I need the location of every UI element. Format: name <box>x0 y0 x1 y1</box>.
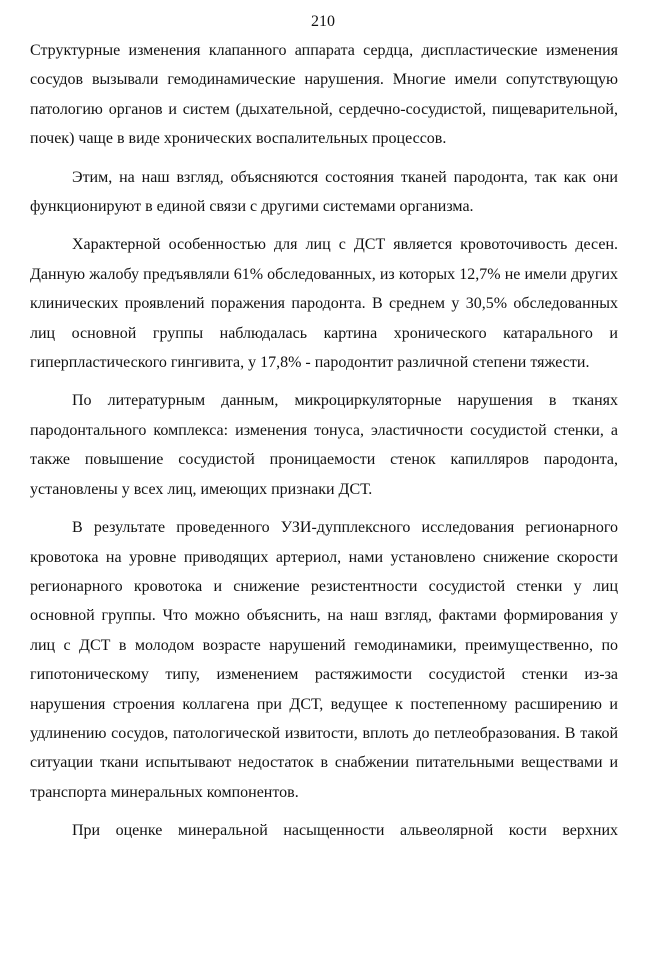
body-text <box>30 36 618 846</box>
paragraph-6: При оценке минеральной насыщенности альвеолярной кости верхних <box>72 822 618 840</box>
paragraph-1: Структурные изменения клапанного аппарата сердца, диспластические изменения сосудов вызывали гемодинамические нарушения. Многие имели сопутствующую патологию органов и систем (дыхательной, сердечно-сосудистой, пищеварительной, почек) чаще в виде хронических воспалительных процессов. <box>30 42 618 148</box>
paragraph-3: Характерной особенностью для лиц с ДСТ является кровоточивость десен. Данную жалобу предъявляли 61% обследованных, из которых 12,7% не имели других клинических проявлений поражения пародонта. В среднем у 30,5% обследованных лиц основной группы наблюдалась картина хронического катарального и гиперпластического гингивита, у 17,8% - пародонтит различной степени тяжести. <box>30 236 618 372</box>
paragraph-4: По литературным данным, микроциркуляторные нарушения в тканях пародонтального комплекса: изменения тонуса, эластичности сосудистой стенки, а также повышение сосудистой проницаемости стенок капилляров пародонта, установлены у всех лиц, имеющих признаки ДСТ. <box>30 392 618 498</box>
paragraph-5: В результате проведенного УЗИ-дупплексного исследования регионарного кровотока на уровне приводящих артериол, нами установлено снижение скорости регионарного кровотока и снижение резистентности сосудистой стенки у лиц основной группы. Что можно объяснить, на наш взгляд, фактами формирования у лиц с ДСТ в молодом возрасте нарушений гемодинамики, преимущественно, по гипотоническому типу, изменением растяжимости сосудистой стенки из-за нарушения строения коллагена при ДСТ, ведущее к постепенному расширению и удлинению сосудов, патологической извитости, вплоть до петлеобразования. В такой ситуации ткани испытывают недостаток в снабжении питательными веществами и транспорта минеральных компонентов. <box>30 519 618 801</box>
page-number: 210 <box>311 13 335 30</box>
paragraph-2: Этим, на наш взгляд, объясняются состояния тканей пародонта, так как они функционируют в единой связи с другими системами организма. <box>30 168 618 216</box>
